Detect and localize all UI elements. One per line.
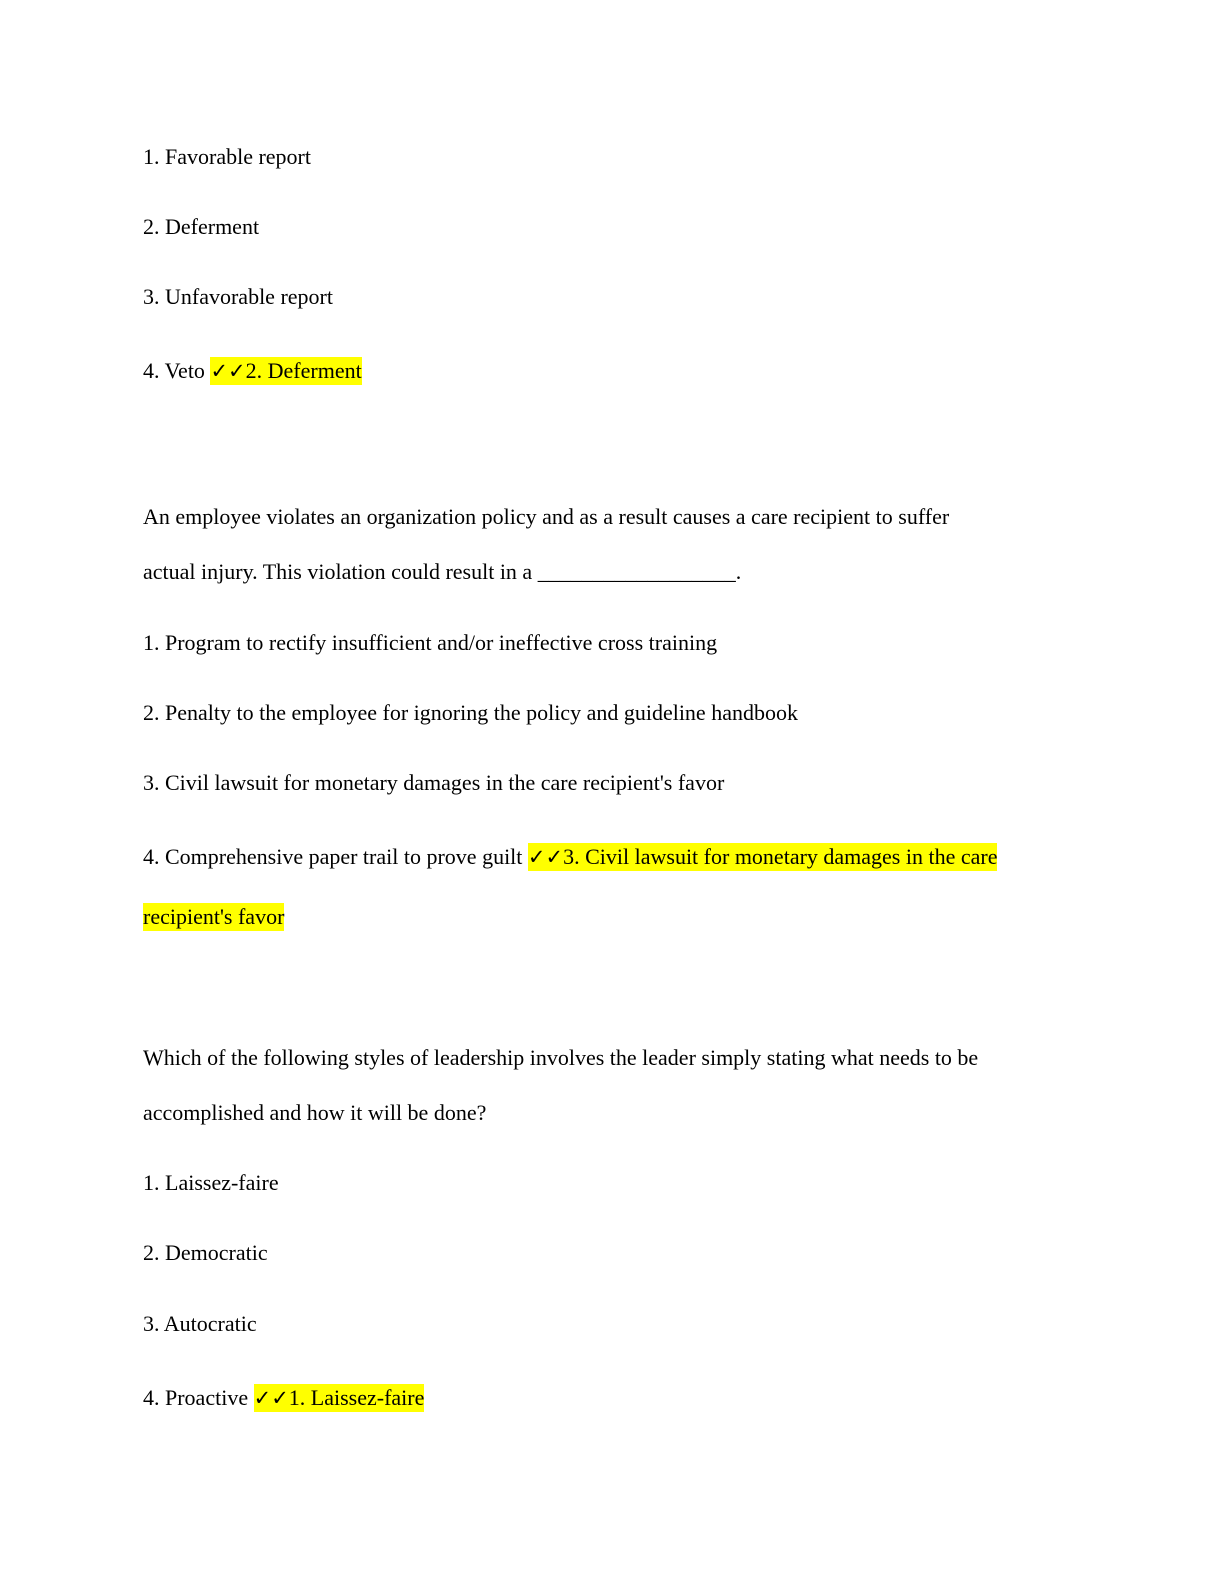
q3-option-1: 1. Laissez-faire [143,1170,279,1195]
double-check-icon: ✓✓ [253,1386,289,1410]
q1-option-3: 3. Unfavorable report [143,284,333,309]
q2-answer-highlight [528,843,998,871]
q2-option-4: 4. Comprehensive paper trail to prove guilt [143,844,523,869]
q3-option-2: 2. Democratic [143,1240,268,1265]
q2-option-2: 2. Penalty to the employee for ignoring the policy and guideline handbook [143,700,798,725]
q2-option-4-line [143,842,997,872]
q2-question-line-2: actual injury. This violation could result in a __________________. [143,559,742,584]
q3-option-3: 3. Autocratic [143,1311,257,1336]
q3-option-4: 4. Proactive [143,1385,249,1410]
q1-option-2: 2. Deferment [143,214,260,239]
q2-answer-line-2-row [143,902,284,932]
q3-question-line-2: accomplished and how it will be done? [143,1100,487,1125]
q2-answer-line-1: 3. Civil lawsuit for monetary damages in the care [563,844,998,869]
q2-option-1: 1. Program to rectify insufficient and/or ineffective cross training [143,630,718,655]
q1-answer: 2. Deferment [245,358,362,383]
q2-question-line-1: An employee violates an organization policy and as a result causes a care recipient to suffer [143,504,950,529]
q1-option-1: 1. Favorable report [143,144,311,169]
double-check-icon: ✓✓ [527,845,564,869]
q3-question-line-1: Which of the following styles of leadership involves the leader simply stating what needs to be [143,1045,979,1070]
double-check-icon: ✓✓ [210,359,246,383]
q3-answer: 1. Laissez-faire [288,1385,425,1410]
q2-answer-line-2: recipient's favor [143,904,285,929]
q3-answer-highlight [254,1384,425,1412]
q3-option-4-line [143,1383,424,1413]
q1-option-4-line [143,356,362,386]
q2-option-3: 3. Civil lawsuit for monetary damages in the care recipient's favor [143,770,725,795]
q1-answer-highlight [210,357,361,385]
q1-option-4: 4. Veto [143,358,205,383]
